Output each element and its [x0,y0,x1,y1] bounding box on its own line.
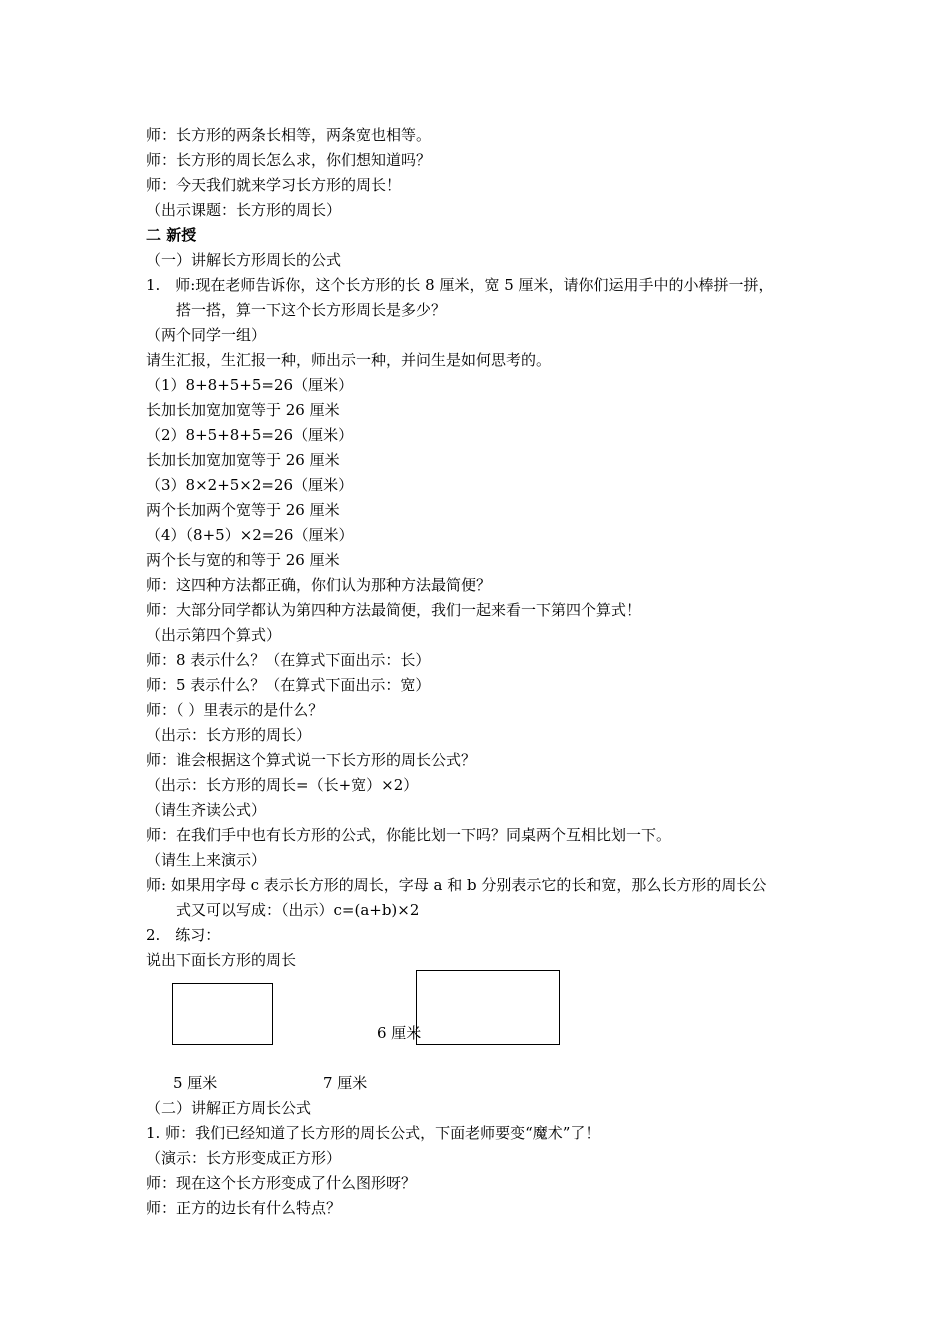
text-line: 师：现在这个长方形变成了什么图形呀？ [146,1174,417,1192]
formula-line: （3）8×2+5×2=26（厘米） [146,476,354,494]
text-line: 1. 师：我们已经知道了长方形的周长公式，下面老师要变“魔术”了！ [146,1124,601,1142]
text-line: 请生汇报，生汇报一种，师出示一种，并问生是如何思考的。 [146,351,552,369]
text-line: 长加长加宽加宽等于 26 厘米 [146,451,340,469]
text-line: 师：在我们手中也有长方形的公式，你能比划一下吗？同桌两个互相比划一下。 [146,826,672,844]
formula-line: （2）8+5+8+5=26（厘米） [146,426,354,444]
text-line: 师：5 表示什么？（在算式下面出示：宽） [146,676,431,694]
rectangle-large [416,970,560,1045]
formula-line: （4）（8+5）×2=26（厘米） [146,526,354,544]
text-line: （出示：长方形的周长） [146,726,312,744]
text-line: 长加长加宽加宽等于 26 厘米 [146,401,340,419]
text-line: 1. 师:现在老师告诉你，这个长方形的长 8 厘米，宽 5 厘米，请你们运用手中的小棒拼一拼， [146,276,774,294]
text-line: 两个长与宽的和等于 26 厘米 [146,551,340,569]
paragraph [146,875,814,920]
rectangle-small [172,983,273,1045]
text-line: （两个同学一组） [146,326,267,344]
text-line: （演示：长方形变成正方形） [146,1149,342,1167]
subsection-heading: （二）讲解正方周长公式 [146,1099,312,1117]
dimension-label-6cm: 6 厘米 [377,1024,422,1042]
text-line: 师：（ ）里表示的是什么？ [146,701,324,719]
text-line: 师：这四种方法都正确，你们认为那种方法最简便？ [146,576,492,594]
text-line: 师：长方形的周长怎么求，你们想知道吗？ [146,151,432,169]
text-line: 师：大部分同学都认为第四种方法最简便，我们一起来看一下第四个算式！ [146,601,642,619]
text-line: 2. 练习： [146,926,221,944]
dimension-label-5cm: 5 厘米 [173,1074,218,1092]
text-line-continued: 式又可以写成：（出示）c=(a+b)×2 [176,901,420,919]
subsection-heading: （一）讲解长方形周长的公式 [146,251,342,269]
text-line: 师：8 表示什么？（在算式下面出示：长） [146,651,431,669]
text-line: 说出下面长方形的周长 [146,951,297,969]
section-heading: 二 新授 [146,226,197,244]
text-line-continued: 搭一搭，算一下这个长方形周长是多少？ [176,301,447,319]
text-line: 师：谁会根据这个算式说一下长方形的周长公式？ [146,751,477,769]
text-line: 师: 如果用字母 c 表示长方形的周长，字母 a 和 b 分别表示它的长和宽，那么长方形的周长公 [146,876,767,894]
formula-line: （1）8+8+5+5=26（厘米） [146,376,354,394]
numbered-paragraph [146,275,814,320]
formula-line: （出示：长方形的周长=（长+宽）×2） [146,776,419,794]
text-line: （出示第四个算式） [146,626,282,644]
text-line: 师：今天我们就来学习长方形的周长！ [146,176,402,194]
dimension-label-7cm: 7 厘米 [323,1074,368,1092]
text-line: （出示课题：长方形的周长） [146,201,342,219]
text-line: 两个长加两个宽等于 26 厘米 [146,501,340,519]
text-line: （请生齐读公式） [146,801,267,819]
text-line: 师：长方形的两条长相等，两条宽也相等。 [146,126,432,144]
text-line: （请生上来演示） [146,851,267,869]
text-line: 师：正方的边长有什么特点？ [146,1199,342,1217]
